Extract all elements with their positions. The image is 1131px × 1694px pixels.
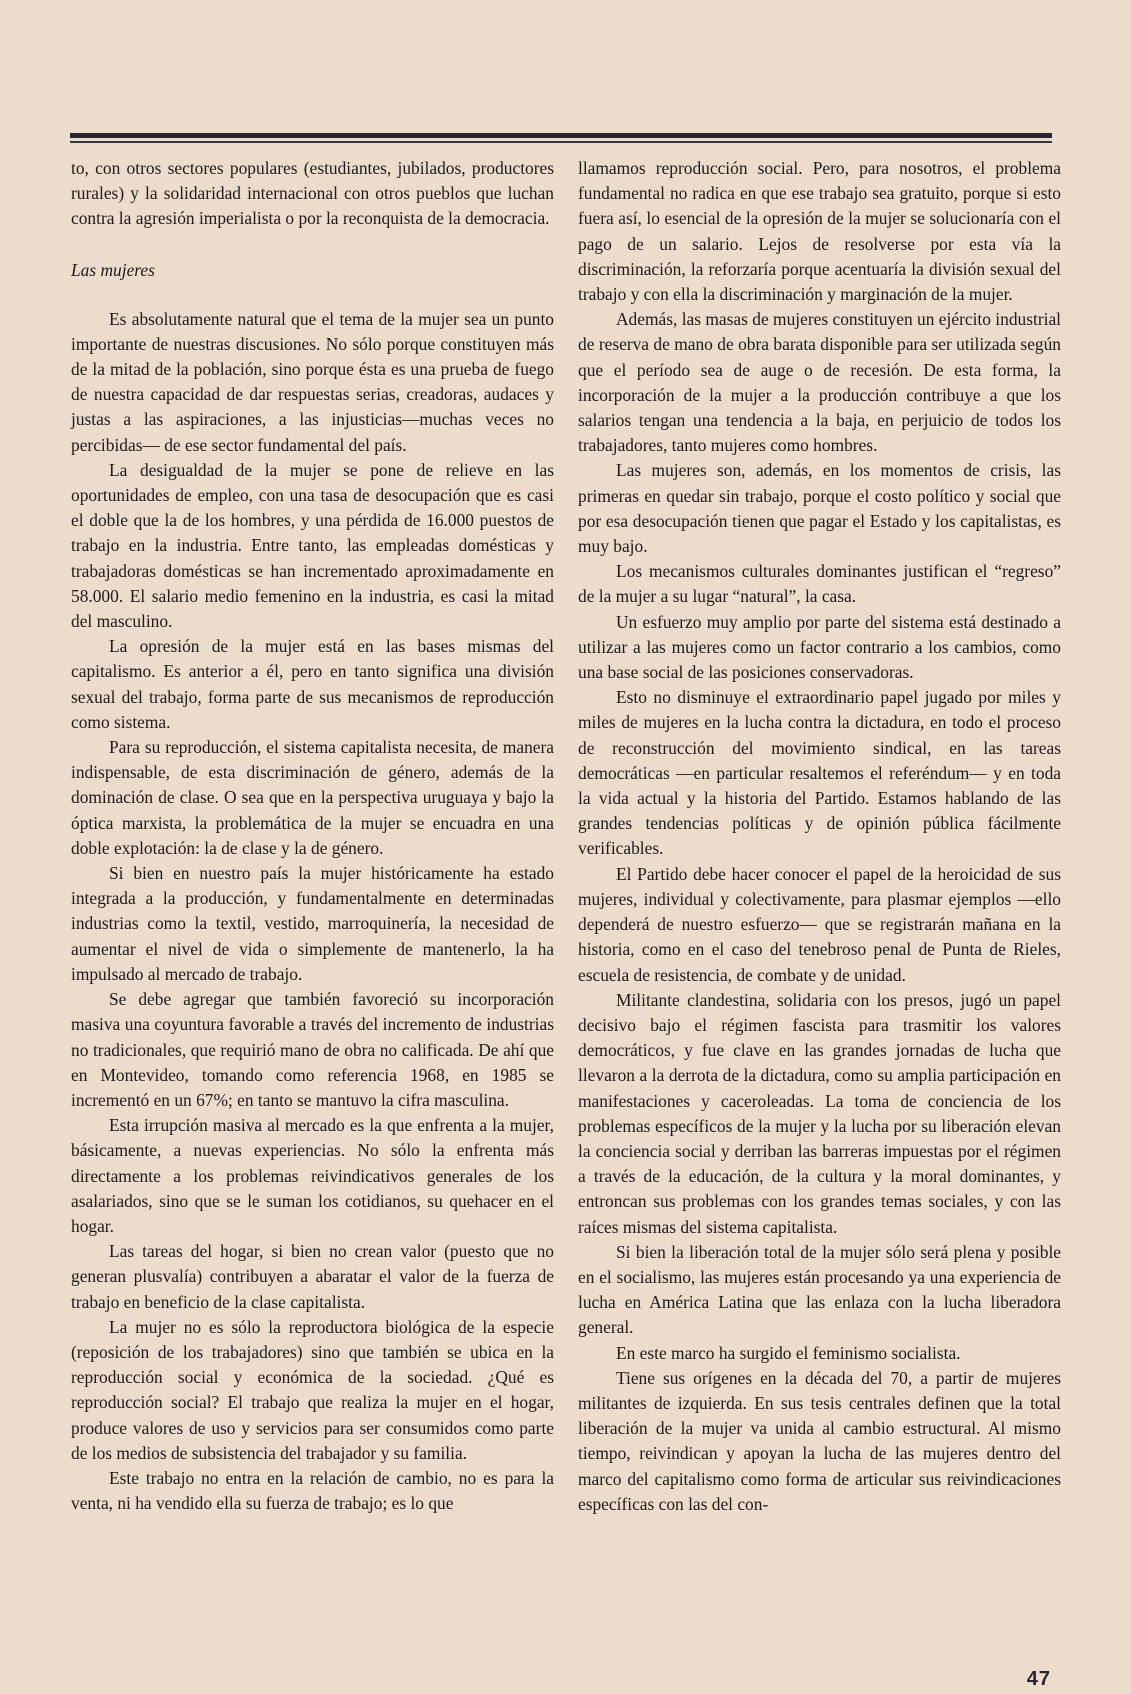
paragraph: Tiene sus orígenes en la década del 70, a partir de mujeres militantes de izquierda. En sus tesis centrales definen que la total liberación de la mujer va unida al cambio estructural. Al mismo tiempo, reivindican y apoyan la lucha de las mujeres dentro del marco del capitalismo como forma de articular sus reivindicaciones específicas con las del con- [578, 1367, 1061, 1514]
header-rule-thin [70, 141, 1052, 143]
paragraph: Los mecanismos culturales dominantes justifican el “regreso” de la mujer a su lugar “natural”, la casa. [578, 561, 1061, 607]
left-column [71, 156, 554, 1516]
right-column [578, 156, 1061, 1517]
paragraph: Además, las masas de mujeres constituyen un ejército industrial de reserva de mano de obra barata disponible para ser utilizada según que el período sea de auge o de recesión. De esta forma, la incorporación de la mujer a la producción contribuye a que los salarios tengan una tendencia a la baja, en perjuicio de todos los trabajadores, tanto mujeres como hombres. [578, 309, 1061, 456]
paragraph: Este trabajo no entra en la relación de cambio, no es para la venta, ni ha vendido ella su fuerza de trabajo; es lo que [71, 1467, 554, 1514]
paragraph: Las tareas del hogar, si bien no crean valor (puesto que no generan plusvalía) contribuyen a abaratar el valor de la fuerza de trabajo en beneficio de la clase capitalista. [71, 1241, 554, 1312]
paragraph: Para su reproducción, el sistema capitalista necesita, de manera indispensable, de esta discriminación de género, además de la dominación de clase. O sea que en la perspectiva uruguaya y bajo la óptica marxista, la problemática de la mujer se encuadra en una doble explotación: la de clase y la de género. [71, 737, 554, 858]
paragraph: Las mujeres son, además, en los momentos de crisis, las primeras en quedar sin trabajo, porque el costo político y social que por esa desocupación tienen que pagar el Estado y los capitalistas, es muy bajo. [578, 460, 1061, 557]
paragraph: to, con otros sectores populares (estudiantes, jubilados, productores rurales) y la solidaridad internacional con otros pueblos que luchan contra la agresión imperialista o por la reconquista de la democracia. [71, 158, 554, 229]
paragraph: Militante clandestina, solidaria con los presos, jugó un papel decisivo bajo el régimen fascista para trasmitir los valores democráticos, y fue clave en las grandes jornadas de lucha que llevaron a la derrota de la dictadura, como su amplia participación en manifestaciones y caceroleadas. La toma de conciencia de los problemas específicos de la mujer y la lucha por su liberación elevan la conciencia social y derriban las barreras impuestas por el régimen a través de la educación, de la cultura y la moral dominantes, y entroncan sus problemas con los grandes temas sociales, y con las raíces mismas del sistema capitalista. [578, 989, 1061, 1237]
paragraph: En este marco ha surgido el feminismo socialista. [616, 1342, 961, 1363]
section-heading: Las mujeres [71, 259, 155, 280]
paragraph: Esto no disminuye el extraordinario papel jugado por miles y miles de mujeres en la lucha contra la dictadura, en todo el proceso de reconstrucción del movimiento sindical, en las tareas democráticas —en particular resaltemos el referéndum— y en toda la vida actual y la historia del Partido. Estamos hablando de las grandes tendencias políticas y de opinión pública fácilmente verificables. [578, 687, 1061, 859]
paragraph: Si bien en nuestro país la mujer históricamente ha estado integrada a la producción, y fundamentalmente en determinadas industrias como la textil, vestido, marroquinería, la necesidad de aumentar el nivel de vida o simplemente de mantenerlo, la ha impulsado al mercado de trabajo. [71, 863, 554, 984]
paragraph: Esta irrupción masiva al mercado es la que enfrenta a la mujer, básicamente, a nuevas experiencias. No sólo la enfrenta más directamente a los problemas reivindicativos generales de los asalariados, sino que se le suman los cotidianos, su quehacer en el hogar. [71, 1115, 554, 1236]
paragraph: La desigualdad de la mujer se pone de relieve en las oportunidades de empleo, con una tasa de desocupación que es casi el doble que la de los hombres, y una pérdida de 16.000 puestos de trabajo en la industria. Entre tanto, las empleadas domésticas y trabajadoras domésticas se han incrementado aproximadamente en 58.000. El salario medio femenino en la industria, es casi la mitad del masculino. [71, 459, 554, 632]
paragraph: Es absolutamente natural que el tema de la mujer sea un punto importante de nuestras discusiones. No sólo porque constituyen más de la mitad de la población, sino porque ésta es una prueba de fuego de nuestra capacidad de dar respuestas serias, creadoras, audaces y justas a las aspiraciones, a las injusticias—muchas veces no percibidas— de ese sector fundamental del país. [71, 308, 554, 455]
header-rule-thick [70, 133, 1052, 138]
paragraph: El Partido debe hacer conocer el papel de la heroicidad de sus mujeres, individual y colectivamente, para plasmar ejemplos —ello dependerá de nuestro esfuerzo— que se registrarán mañana en la historia, como en el caso del tenebroso penal de Punta de Rieles, escuela de resistencia, de combate y de unidad. [578, 863, 1061, 985]
paragraph: Un esfuerzo muy amplio por parte del sistema está destinado a utilizar a las mujeres como un factor contrario a los cambios, como una base social de las posiciones conservadoras. [578, 611, 1061, 683]
paragraph: Se debe agregar que también favoreció su incorporación masiva una coyuntura favorable a través del incremento de industrias no tradicionales, que requirió mano de obra no calificada. De ahí que en Montevideo, tomando como referencia 1968, en 1985 se incrementó en un 67%; en tanto se mantuvo la cifra masculina. [71, 989, 554, 1110]
page-number: 47 [1026, 1668, 1051, 1690]
paragraph: Si bien la liberación total de la mujer sólo será plena y posible en el socialismo, las mujeres están procesando ya una experiencia de lucha en América Latina que las enlaza con la lucha liberadora general. [578, 1241, 1061, 1338]
paragraph: llamamos reproducción social. Pero, para nosotros, el problema fundamental no radica en que ese trabajo sea gratuito, porque si esto fuera así, lo esencial de la opresión de la mujer se solucionaría con el pago de un salario. Lejos de resolverse por esta vía la discriminación, la reforzaría porque acentuaría la división sexual del trabajo y con ella la discriminación y marginación de la mujer. [578, 158, 1061, 305]
paragraph: La opresión de la mujer está en las bases mismas del capitalismo. Es anterior a él, pero en tanto significa una división sexual del trabajo, forma parte de sus mecanismos de reproducción como sistema. [71, 636, 554, 732]
paragraph: La mujer no es sólo la reproductora biológica de la especie (reposición de los trabajadores) sino que también se ubica en la reproducción social y económica de la sociedad. ¿Qué es reproducción social? El trabajo que realiza la mujer en el hogar, produce valores de uso y servicios para ser consumidos como parte de los medios de subsistencia del trabajador y su familia. [71, 1316, 554, 1463]
